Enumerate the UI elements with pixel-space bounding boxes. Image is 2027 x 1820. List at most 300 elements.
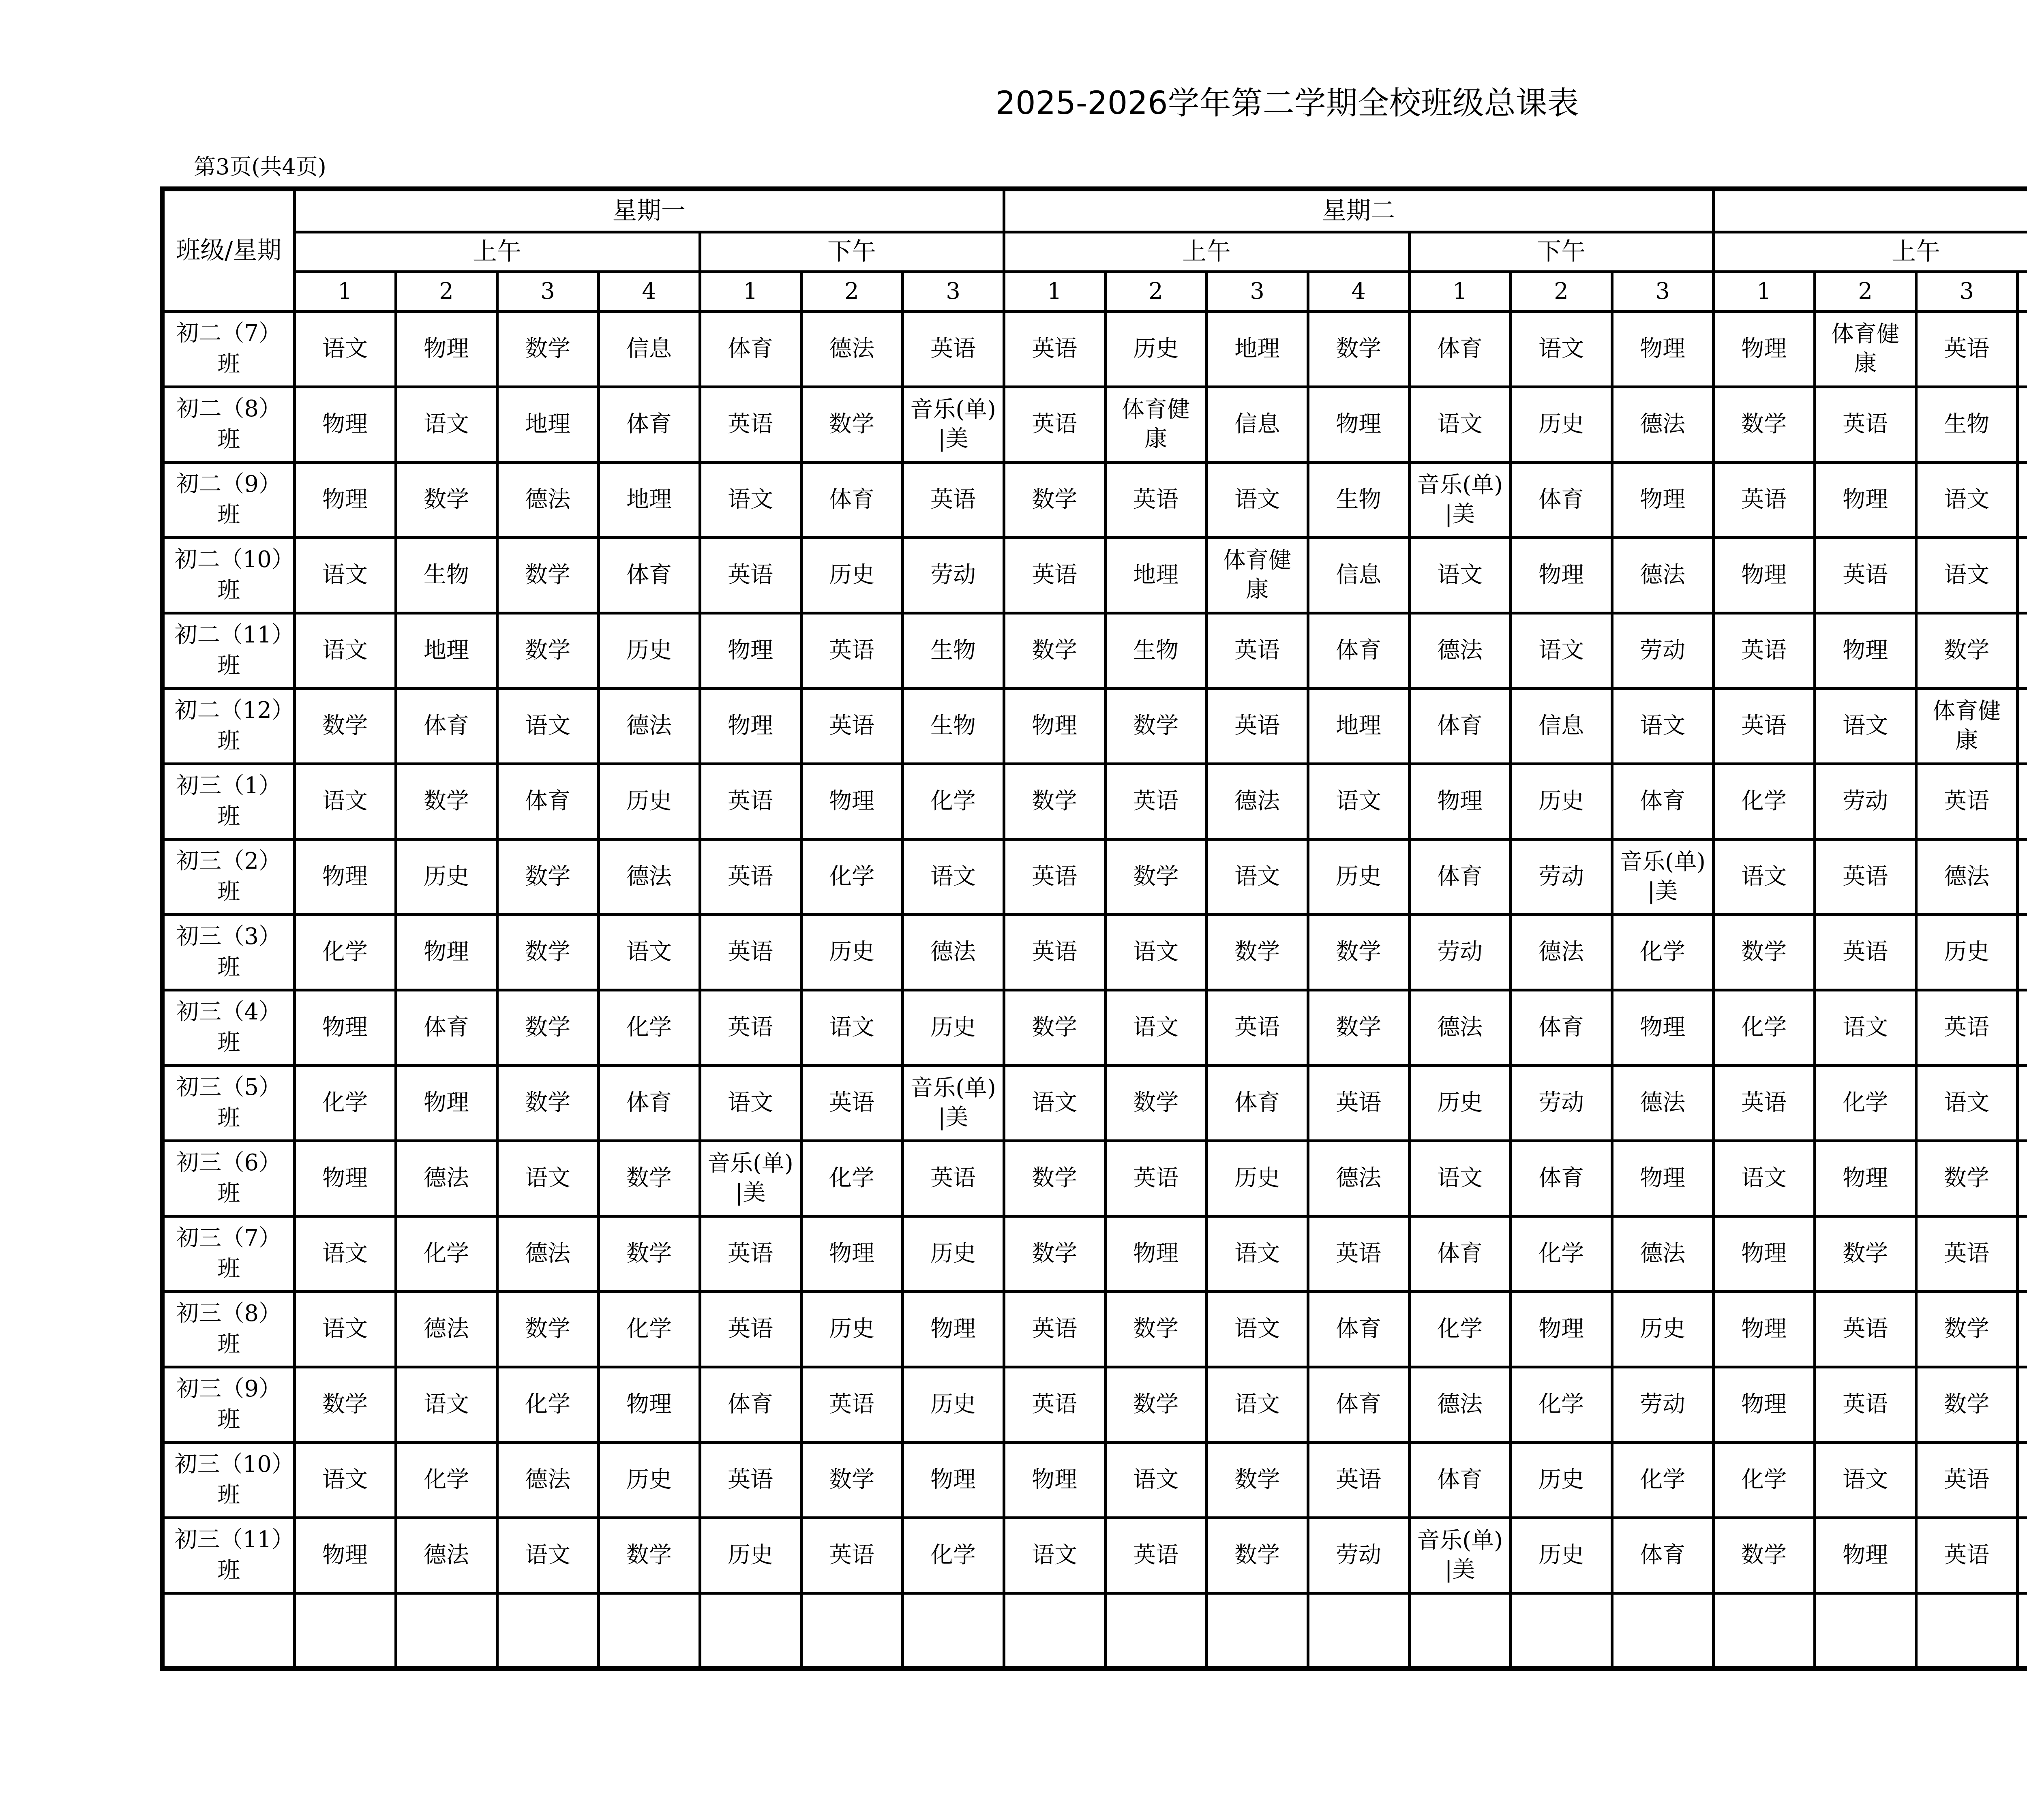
class-row [162, 839, 2027, 914]
course-name: 地理 [1133, 562, 1179, 588]
course-cell [1612, 537, 1713, 613]
course-cell [1916, 462, 2017, 537]
class-name: 初三（8）班 [162, 1291, 294, 1367]
course-name [2019, 485, 2027, 514]
course-cell [2017, 613, 2027, 688]
course-cell [1206, 914, 1308, 990]
course-cell [1105, 387, 1206, 462]
course-name: 语文 [1032, 1090, 1078, 1116]
course-cell [1105, 839, 1206, 914]
course-name [2019, 334, 2027, 364]
course-cell [396, 839, 497, 914]
course-cell [1308, 1141, 1409, 1216]
course-cell [1612, 311, 1713, 387]
course-cell [902, 764, 1004, 839]
course-cell [1004, 387, 1105, 462]
course-cell [294, 990, 396, 1065]
course-cell [598, 688, 700, 764]
course-name: 英语 [1032, 863, 1078, 890]
class-name: 初三（4）班 [162, 990, 294, 1065]
course-name: 物理 [424, 1090, 469, 1116]
course-cell [1815, 914, 1916, 990]
course-name: 数学 [1133, 863, 1179, 890]
course-name: 语文 [1234, 1316, 1280, 1342]
course-cell [396, 462, 497, 537]
course-name: 信息 [1234, 411, 1280, 437]
course-name: 历史 [1538, 788, 1584, 814]
course-name: 英语 [728, 1014, 773, 1041]
period-number: 4 [598, 272, 700, 311]
course-name: 化学 [1640, 939, 1686, 965]
corner-header: 班级/星期 [162, 189, 294, 311]
course-name: 语文 [1133, 1014, 1179, 1041]
course-name: 历史 [1336, 863, 1382, 890]
course-name: 数学 [525, 637, 570, 664]
course-name [2019, 1465, 2027, 1495]
course-name: 音乐(单)|美 [910, 1075, 996, 1131]
afternoon-header: 下午 [1409, 232, 1713, 272]
course-name: 数学 [829, 411, 874, 437]
empty-cell [1409, 1593, 1511, 1668]
course-name: 地理 [1336, 713, 1382, 739]
empty-cell [1206, 1593, 1308, 1668]
course-cell [1916, 1518, 2017, 1593]
page-title: 2025-2026学年第二学期全校班级总课表 [995, 85, 1579, 122]
course-cell [1308, 537, 1409, 613]
course-name: 语文 [525, 1542, 570, 1568]
course-name: 数学 [1741, 1542, 1787, 1568]
course-cell [1409, 613, 1511, 688]
course-name: 英语 [728, 788, 773, 814]
day-header: 星期一 [294, 189, 1004, 232]
period-number: 1 [700, 272, 801, 311]
course-cell [1409, 1291, 1511, 1367]
course-cell [1308, 764, 1409, 839]
course-cell [598, 537, 700, 613]
period-number: 2 [396, 272, 497, 311]
course-cell [1511, 1442, 1612, 1518]
course-name: 数学 [1336, 939, 1382, 965]
course-name: 信息 [1336, 562, 1382, 588]
course-cell [1308, 462, 1409, 537]
course-cell [598, 1518, 700, 1593]
course-name: 物理 [626, 1391, 672, 1417]
course-cell [1206, 1518, 1308, 1593]
course-name: 体育健康 [1122, 396, 1190, 452]
course-cell [1713, 613, 1815, 688]
course-cell [1409, 688, 1511, 764]
course-name [2019, 410, 2027, 439]
course-name: 英语 [1843, 562, 1888, 588]
course-cell [396, 1442, 497, 1518]
course-cell [1206, 462, 1308, 537]
course-cell [801, 1367, 902, 1442]
course-cell [1815, 839, 1916, 914]
course-name: 语文 [728, 1090, 773, 1116]
course-cell [497, 537, 598, 613]
course-cell [1308, 914, 1409, 990]
course-cell [1004, 462, 1105, 537]
course-name: 劳动 [1640, 637, 1686, 664]
course-cell [598, 914, 700, 990]
course-cell [1409, 311, 1511, 387]
course-name: 语文 [1640, 713, 1686, 739]
class-row [162, 764, 2027, 839]
course-name: 德法 [626, 713, 672, 739]
class-row [162, 1065, 2027, 1141]
course-cell [2017, 1367, 2027, 1442]
course-name: 历史 [1538, 411, 1584, 437]
course-cell [1713, 537, 1815, 613]
course-name: 语文 [1437, 411, 1483, 437]
course-cell [1308, 990, 1409, 1065]
course-cell [801, 688, 902, 764]
course-name: 物理 [424, 336, 469, 362]
course-cell [1409, 537, 1511, 613]
course-name: 历史 [930, 1240, 976, 1267]
empty-cell [2017, 1593, 2027, 1668]
course-name: 英语 [728, 411, 773, 437]
course-name: 历史 [1538, 1542, 1584, 1568]
course-name: 地理 [424, 637, 469, 664]
course-name: 语文 [525, 1165, 570, 1191]
course-cell [497, 462, 598, 537]
course-cell [902, 990, 1004, 1065]
course-name: 生物 [424, 562, 469, 588]
course-name: 英语 [1843, 1316, 1888, 1342]
course-name: 英语 [728, 1316, 773, 1342]
course-name: 英语 [1843, 411, 1888, 437]
course-name: 英语 [829, 1391, 874, 1417]
empty-cell [700, 1593, 801, 1668]
course-cell [700, 1216, 801, 1291]
course-name: 英语 [728, 939, 773, 965]
course-name: 英语 [1032, 336, 1078, 362]
course-cell [497, 311, 598, 387]
course-name: 英语 [1944, 1014, 1990, 1041]
course-name: 历史 [1437, 1090, 1483, 1116]
course-cell [1612, 839, 1713, 914]
course-cell [1206, 688, 1308, 764]
course-cell [1916, 764, 2017, 839]
course-cell [2017, 1442, 2027, 1518]
empty-cell [801, 1593, 902, 1668]
course-name: 语文 [322, 1240, 368, 1267]
course-cell [1004, 613, 1105, 688]
course-name: 德法 [525, 1467, 570, 1493]
course-name: 数学 [322, 713, 368, 739]
course-cell [1916, 311, 2017, 387]
course-cell [1004, 1216, 1105, 1291]
course-name: 历史 [829, 562, 874, 588]
course-cell [1308, 1065, 1409, 1141]
course-name: 物理 [1843, 637, 1888, 664]
course-name: 英语 [829, 1090, 874, 1116]
course-cell [294, 839, 396, 914]
course-cell [396, 1291, 497, 1367]
course-name: 语文 [525, 713, 570, 739]
course-name: 音乐(单)|美 [1417, 1527, 1503, 1583]
course-cell [294, 1442, 396, 1518]
course-name [2019, 636, 2027, 665]
course-name: 数学 [322, 1391, 368, 1417]
course-cell [1206, 1442, 1308, 1518]
course-cell [1105, 613, 1206, 688]
course-name: 物理 [829, 1240, 874, 1267]
course-cell [902, 914, 1004, 990]
class-name: 初三（10）班 [162, 1442, 294, 1518]
course-cell [1004, 311, 1105, 387]
course-cell [598, 1065, 700, 1141]
course-cell [2017, 1065, 2027, 1141]
course-name: 体育 [829, 486, 874, 513]
course-name: 生物 [1336, 486, 1382, 513]
course-name: 英语 [1133, 486, 1179, 513]
course-cell [1511, 1216, 1612, 1291]
empty-row [162, 1593, 2027, 1668]
empty-cell [1916, 1593, 2017, 1668]
course-cell [1308, 1291, 1409, 1367]
course-cell [700, 1367, 801, 1442]
course-cell [1511, 688, 1612, 764]
course-cell [1409, 387, 1511, 462]
course-name: 音乐(单)|美 [1620, 849, 1706, 904]
course-cell [700, 914, 801, 990]
course-cell [396, 1367, 497, 1442]
course-name: 英语 [1741, 1090, 1787, 1116]
course-cell [396, 1216, 497, 1291]
course-name: 德法 [525, 1240, 570, 1267]
course-cell [396, 1141, 497, 1216]
course-name: 德法 [1640, 562, 1686, 588]
course-name: 英语 [1741, 713, 1787, 739]
course-cell [1511, 914, 1612, 990]
course-name: 信息 [626, 336, 672, 362]
course-name: 数学 [1234, 939, 1280, 965]
course-cell [1409, 990, 1511, 1065]
course-name: 地理 [626, 486, 672, 513]
course-cell [1105, 1141, 1206, 1216]
course-cell [902, 1216, 1004, 1291]
course-name: 体育 [1640, 788, 1686, 814]
course-name: 数学 [626, 1542, 672, 1568]
course-cell [902, 1141, 1004, 1216]
course-cell [1916, 688, 2017, 764]
course-name: 语文 [1944, 1090, 1990, 1116]
course-name: 语文 [1234, 486, 1280, 513]
course-name: 体育 [1538, 486, 1584, 513]
course-cell [1308, 1518, 1409, 1593]
course-cell [598, 1442, 700, 1518]
course-name: 英语 [1336, 1090, 1382, 1116]
period-number: 3 [902, 272, 1004, 311]
course-name: 物理 [1336, 411, 1382, 437]
course-cell [801, 613, 902, 688]
class-row [162, 311, 2027, 387]
course-name: 历史 [930, 1014, 976, 1041]
course-name: 物理 [322, 1542, 368, 1568]
course-cell [1713, 1216, 1815, 1291]
course-cell [1511, 311, 1612, 387]
course-cell [700, 1518, 801, 1593]
course-cell [396, 1518, 497, 1593]
course-name: 物理 [322, 486, 368, 513]
course-name: 体育 [1538, 1165, 1584, 1191]
class-row [162, 462, 2027, 537]
course-name: 化学 [626, 1316, 672, 1342]
empty-cell [294, 1593, 396, 1668]
course-cell [801, 1442, 902, 1518]
course-name: 语文 [1032, 1542, 1078, 1568]
course-cell [902, 311, 1004, 387]
course-name: 音乐(单)|美 [1417, 472, 1503, 527]
course-name: 生物 [930, 713, 976, 739]
course-cell [1004, 990, 1105, 1065]
course-name [2019, 1390, 2027, 1419]
course-cell [1916, 1291, 2017, 1367]
course-name: 英语 [1336, 1467, 1382, 1493]
course-name: 数学 [1032, 486, 1078, 513]
course-name: 体育 [1437, 1467, 1483, 1493]
course-name: 英语 [1944, 1467, 1990, 1493]
class-name: 初三（11）班 [162, 1518, 294, 1593]
empty-cell [1713, 1593, 1815, 1668]
course-cell [598, 1141, 700, 1216]
course-cell [2017, 1141, 2027, 1216]
course-name: 物理 [1843, 1542, 1888, 1568]
course-name: 语文 [322, 788, 368, 814]
course-name [2019, 862, 2027, 891]
course-name: 化学 [829, 863, 874, 890]
course-cell [1511, 839, 1612, 914]
course-name: 物理 [1640, 1014, 1686, 1041]
course-name: 英语 [1133, 1542, 1179, 1568]
empty-cell [598, 1593, 700, 1668]
course-cell [1815, 1065, 1916, 1141]
course-cell [1916, 613, 2017, 688]
course-name: 数学 [1133, 1316, 1179, 1342]
course-cell [700, 990, 801, 1065]
course-cell [598, 387, 700, 462]
course-name: 化学 [1741, 1467, 1787, 1493]
course-cell [1612, 1291, 1713, 1367]
course-cell [902, 1518, 1004, 1593]
course-cell [902, 613, 1004, 688]
course-name: 体育 [728, 1391, 773, 1417]
course-name: 数学 [1234, 1542, 1280, 1568]
course-cell [294, 1367, 396, 1442]
day-header-row [162, 189, 2027, 232]
course-cell [1004, 764, 1105, 839]
course-cell [700, 613, 801, 688]
course-cell [1713, 1367, 1815, 1442]
course-cell [1004, 688, 1105, 764]
course-name: 数学 [1336, 336, 1382, 362]
course-name: 物理 [1538, 1316, 1584, 1342]
class-name: 初二（10）班 [162, 537, 294, 613]
class-name: 初三（6）班 [162, 1141, 294, 1216]
period-number: 3 [1206, 272, 1308, 311]
class-row [162, 613, 2027, 688]
day-header [1713, 189, 2027, 232]
course-name: 英语 [1234, 637, 1280, 664]
course-cell [396, 311, 497, 387]
class-row [162, 688, 2027, 764]
course-name: 英语 [1336, 1240, 1382, 1267]
day-header: 星期二 [1004, 189, 1713, 232]
period-number-row [162, 272, 2027, 311]
course-name: 英语 [728, 863, 773, 890]
course-name: 语文 [626, 939, 672, 965]
course-cell [1612, 914, 1713, 990]
course-cell [497, 1216, 598, 1291]
course-cell [2017, 1518, 2027, 1593]
class-row [162, 1442, 2027, 1518]
course-cell [1511, 1518, 1612, 1593]
course-name: 英语 [829, 713, 874, 739]
course-name: 物理 [1032, 1467, 1078, 1493]
course-cell [2017, 990, 2027, 1065]
course-cell [497, 1141, 598, 1216]
course-cell [2017, 462, 2027, 537]
course-name: 英语 [930, 1165, 976, 1191]
course-name: 数学 [1944, 1391, 1990, 1417]
course-name: 劳动 [930, 562, 976, 588]
course-cell [1713, 1065, 1815, 1141]
course-cell [1713, 1442, 1815, 1518]
class-name: 初三（2）班 [162, 839, 294, 914]
course-cell [497, 1442, 598, 1518]
course-name: 体育 [1538, 1014, 1584, 1041]
course-cell [801, 387, 902, 462]
course-name: 语文 [1538, 637, 1584, 664]
course-cell [1815, 1141, 1916, 1216]
class-name: 初二（12）班 [162, 688, 294, 764]
course-name: 历史 [1640, 1316, 1686, 1342]
course-name: 数学 [1032, 1014, 1078, 1041]
course-name: 地理 [525, 411, 570, 437]
course-name: 语文 [1234, 1391, 1280, 1417]
course-name: 物理 [1032, 713, 1078, 739]
course-name: 英语 [1741, 486, 1787, 513]
course-name: 德法 [1437, 1391, 1483, 1417]
course-cell [294, 1065, 396, 1141]
course-cell [598, 764, 700, 839]
course-cell [1612, 1065, 1713, 1141]
course-name: 语文 [1336, 788, 1382, 814]
course-cell [1004, 1367, 1105, 1442]
course-name [2019, 1315, 2027, 1344]
course-name: 语文 [1133, 1467, 1179, 1493]
course-cell [497, 387, 598, 462]
course-name: 物理 [829, 788, 874, 814]
course-cell [1815, 688, 1916, 764]
course-name: 数学 [525, 939, 570, 965]
course-name: 体育 [728, 336, 773, 362]
course-cell [801, 1065, 902, 1141]
course-cell [396, 1065, 497, 1141]
course-cell [1815, 1216, 1916, 1291]
course-cell [1004, 914, 1105, 990]
course-name: 语文 [1741, 1165, 1787, 1191]
course-name: 英语 [1032, 1391, 1078, 1417]
course-name: 物理 [1843, 1165, 1888, 1191]
class-row [162, 990, 2027, 1065]
course-cell [1308, 688, 1409, 764]
course-cell [1916, 1216, 2017, 1291]
course-cell [1004, 1141, 1105, 1216]
course-name: 物理 [424, 939, 469, 965]
